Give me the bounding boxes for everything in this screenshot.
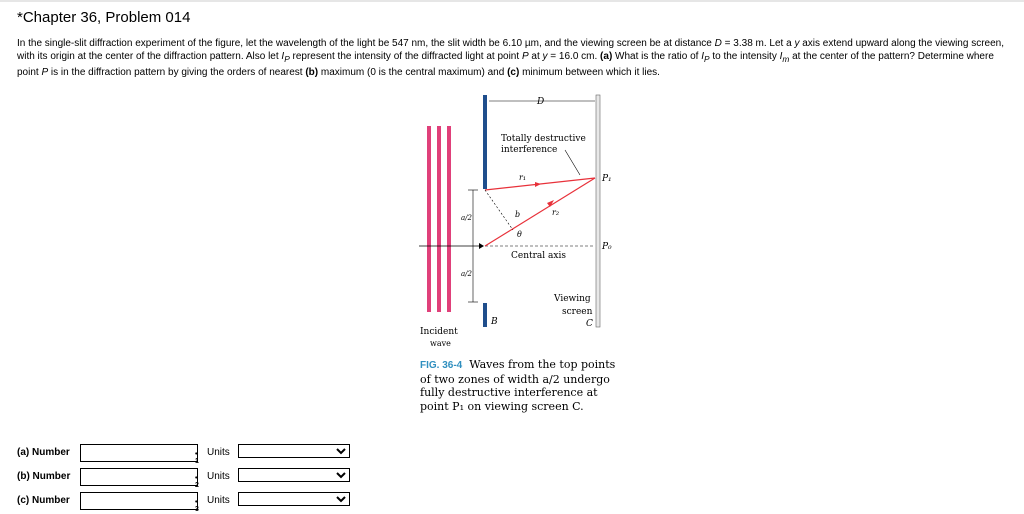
units-label-a: Units [207,447,230,458]
label-r1: r₁ [519,173,527,182]
answer-a-mark: • 1 [195,451,199,465]
answer-b-number-input[interactable] [80,468,198,486]
symbol-y-2: y [542,51,548,62]
label-b: b [515,210,521,219]
problem-text-5: at [528,51,543,62]
label-totally: Totally destructive [501,134,586,144]
label-screen: screen [562,307,593,317]
symbol-ip-sub-2: P [704,54,710,64]
caption-text: Waves from the top points of two zones of width a/2 undergo fully destructive interference at point P₁ on viewing screen C. [420,358,616,413]
label-p1: P₁ [602,174,612,184]
label-d: D [537,97,545,107]
problem-text-2: = 3.38 m. Let a [721,38,795,49]
answer-a-units-select[interactable] [238,444,350,458]
label-b-point: B [491,317,498,327]
symbol-p-2: P [41,67,49,78]
incident-arrowhead [479,243,484,249]
answer-a-number-input[interactable] [80,444,198,462]
page-title: *Chapter 36, Problem 014 [17,9,191,26]
label-viewing: Viewing [554,294,591,304]
label-a2-bottom: a/2 [461,270,472,278]
problem-text-4: represent the intensity of the diffracted light at point [289,51,522,62]
symbol-ip-sub: P [284,54,290,64]
symbol-p: P [521,51,529,62]
wavefront-2 [437,126,441,312]
symbol-im-sub: m [782,54,790,64]
label-c: C [586,319,593,329]
label-wave: wave [430,339,451,348]
wavefront-1 [427,126,431,312]
problem-text-9: at the center of the pattern? Determine where point [17,51,994,78]
answer-label-b: (b) Number [17,471,71,482]
problem-text-7: What is the ratio of [612,51,702,62]
problem-text-3: axis extend upward along the viewing screen, with its origin at the center of the diffraction pattern. Also let [17,38,1005,62]
label-incident: Incident [420,327,458,337]
figure-caption [420,358,620,413]
answer-label-c: (c) Number [17,495,70,506]
barrier-top [483,95,487,189]
answer-c-units-select[interactable] [238,492,350,506]
answer-b-units-select[interactable] [238,468,350,482]
part-a-tag: (a) [600,51,613,62]
label-po: P₀ [602,242,612,252]
answer-c-number-input[interactable] [80,492,198,510]
problem-text-10: is in the diffraction pattern by giving the orders of nearest [48,67,306,78]
problem-text-1: In the single-slit diffraction experiment of the figure, let the wavelength of the light be 547 nm, the slit width be 6.10 µm, and the viewing screen be at distance [17,38,715,49]
answer-label-a: (a) Number [17,447,70,458]
problem-text-12: minimum between which it lies. [519,67,660,78]
problem-text-6: = 16.0 cm. [547,51,601,62]
symbol-ip: I [281,51,285,62]
barrier-bottom [483,303,487,327]
label-r2: r₂ [552,208,560,217]
part-b-tag: (b) [305,67,319,78]
answer-c-mark: • 3 [195,499,199,513]
label-a2-top: a/2 [461,214,472,222]
path-difference-line [485,190,513,230]
wavefront-3 [447,126,451,312]
label-interference: interference [501,145,558,155]
units-label-c: Units [207,495,230,506]
problem-statement [17,37,1012,79]
label-central-axis: Central axis [511,251,566,261]
symbol-ip-2: I [701,51,704,62]
interference-pointer [565,150,580,175]
symbol-im: I [779,51,783,62]
figure-number: FIG. 36-4 [420,360,463,371]
diffraction-figure [405,90,665,350]
part-c-tag: (c) [507,67,520,78]
problem-text-11: maximum (0 is the central maximum) and [318,67,508,78]
label-theta: θ [517,230,522,239]
viewing-screen-bar [596,95,600,327]
top-divider [0,0,1024,2]
symbol-y: y [794,38,800,49]
symbol-d: D [714,38,722,49]
units-label-b: Units [207,471,230,482]
answer-b-mark: • 2 [195,475,199,489]
problem-text-8: to the intensity [709,51,780,62]
